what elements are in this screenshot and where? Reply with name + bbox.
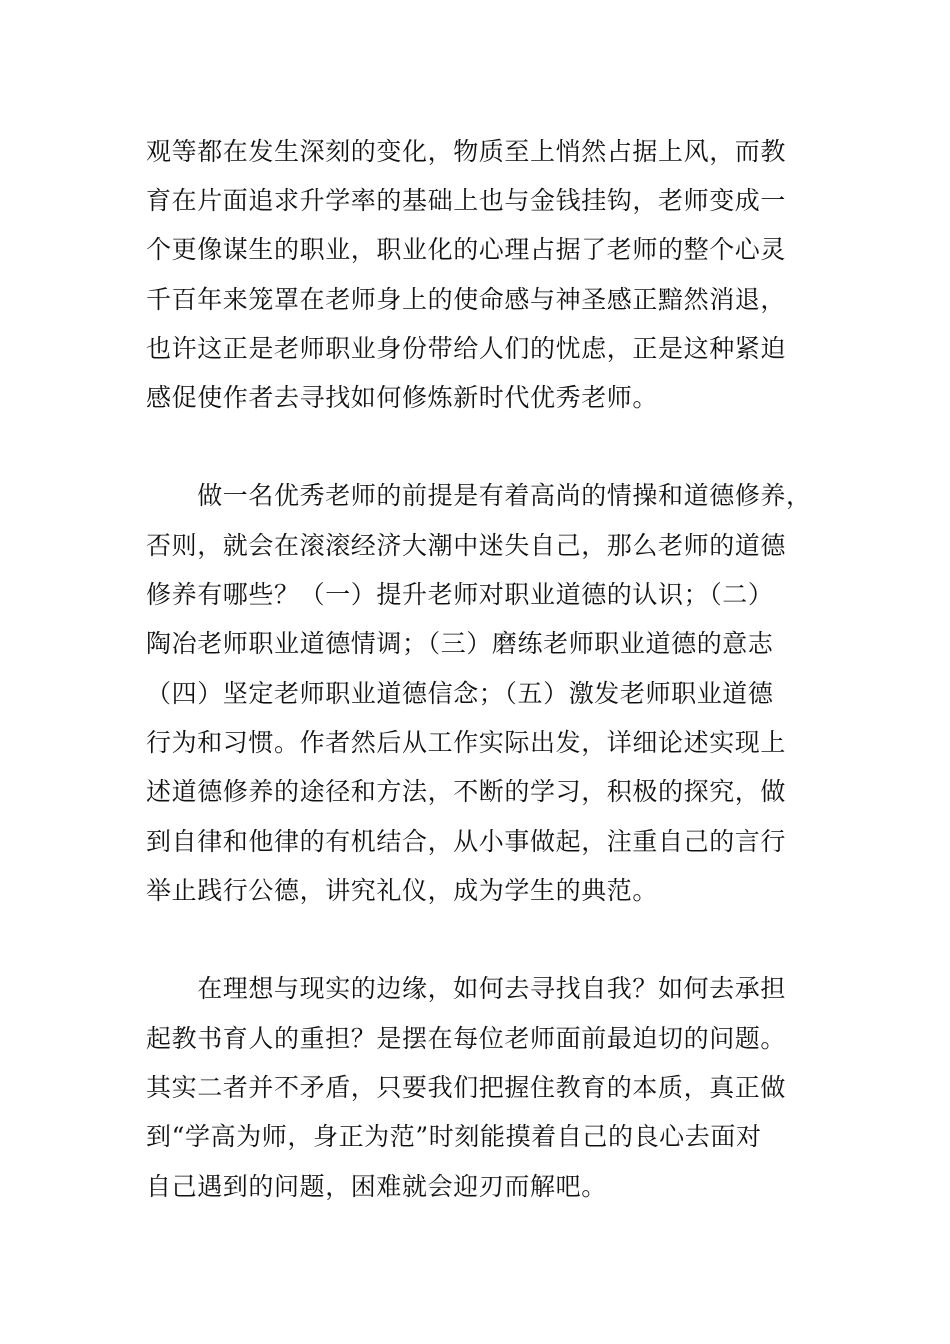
text-line: 述道德修养的途径和方法，不断的学习，积极的探究，做 bbox=[146, 777, 787, 806]
text-line: 感促使作者去寻找如何修炼新时代优秀老师。 bbox=[146, 383, 659, 412]
text-line: 起教书育人的重担？是摆在每位老师面前最迫切的问题。 bbox=[146, 1024, 787, 1053]
text-line: 做一名优秀老师的前提是有着高尚的情操和道德修养， bbox=[146, 481, 812, 510]
text-line: 在理想与现实的边缘，如何去寻找自我？如何去承担 bbox=[146, 974, 787, 1003]
text-line: 也许这正是老师职业身份带给人们的忧虑，正是这种紧迫 bbox=[146, 334, 787, 363]
text-line: 育在片面追求升学率的基础上也与金钱挂钩，老师变成一 bbox=[146, 186, 787, 215]
text-line: 观等都在发生深刻的变化，物质至上悄然占据上风，而教 bbox=[146, 137, 787, 166]
text-line: 到自律和他律的有机结合，从小事做起，注重自己的言行 bbox=[146, 827, 787, 856]
text-line: 千百年来笼罩在老师身上的使命感与神圣感正黯然消退， bbox=[146, 285, 787, 314]
text-line: 自己遇到的问题，困难就会迎刃而解吧。 bbox=[146, 1172, 607, 1201]
text-line: 修养有哪些？（一）提升老师对职业道德的认识；（二） bbox=[146, 580, 774, 609]
text-line: 行为和习惯。作者然后从工作实际出发，详细论述实现上 bbox=[146, 728, 787, 757]
text-line: 其实二者并不矛盾，只要我们把握住教育的本质，真正做 bbox=[146, 1073, 787, 1102]
text-line: 个更像谋生的职业，职业化的心理占据了老师的整个心灵 bbox=[146, 235, 787, 264]
text-line: 否则，就会在滚滚经济大潮中迷失自己，那么老师的道德 bbox=[146, 531, 787, 560]
text-line: 陶冶老师职业道德情调；（三）磨练老师职业道德的意志 bbox=[146, 629, 774, 658]
text-line: 到“学高为师，身正为范”时刻能摸着自己的良心去面对 bbox=[146, 1122, 762, 1151]
text-line: （四）坚定老师职业道德信念；（五）激发老师职业道德 bbox=[146, 679, 774, 708]
text-line: 举止践行公德，讲究礼仪，成为学生的典范。 bbox=[146, 876, 659, 905]
